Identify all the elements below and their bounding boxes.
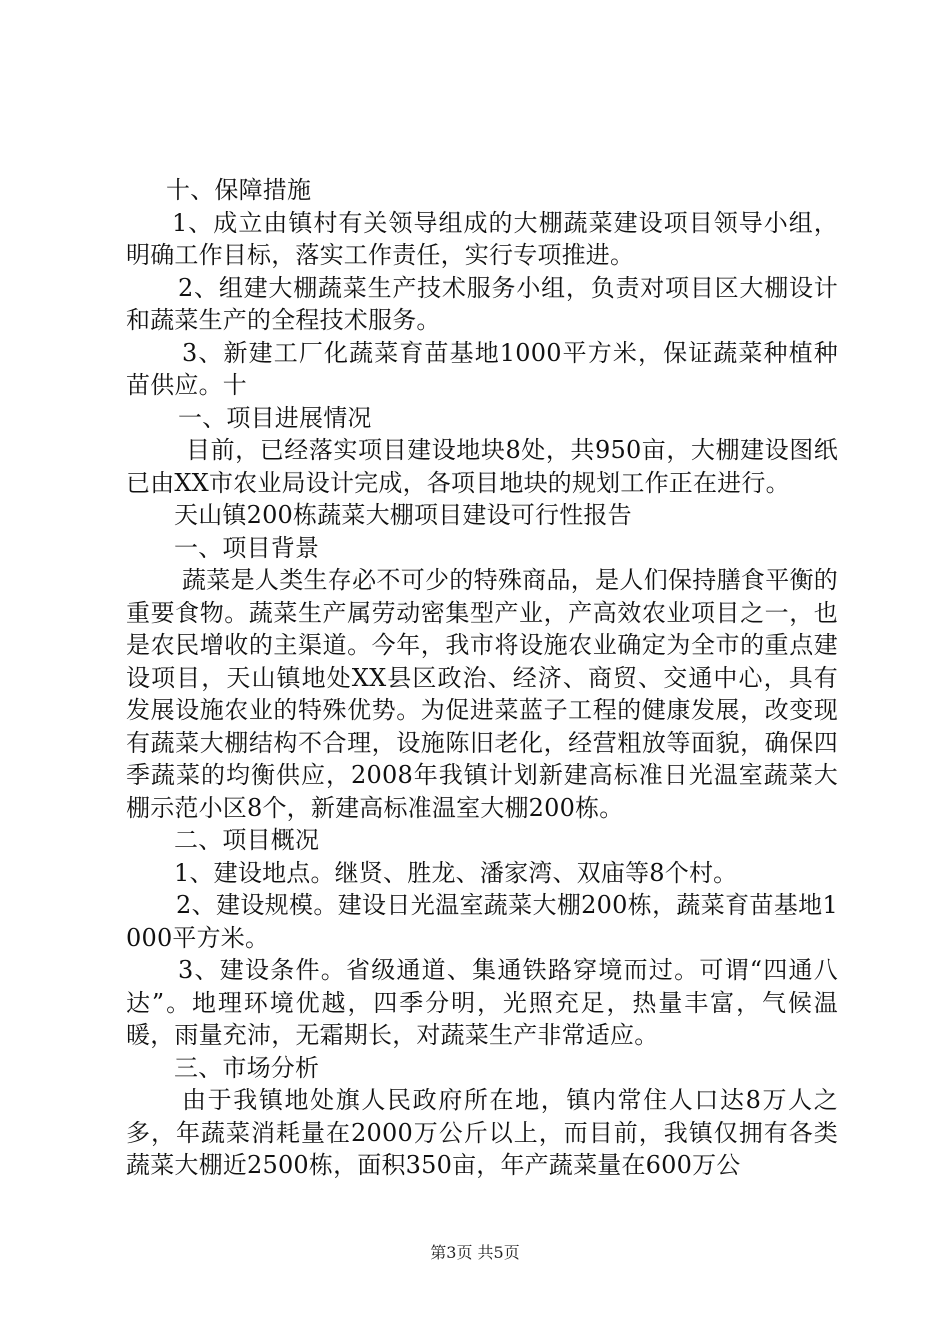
heading-overview: 二、项目概况: [174, 826, 320, 854]
heading-background: 一、项目背景: [174, 533, 320, 562]
paragraph-progress: 目前，已经落实项目建设地块8处，共950亩，大棚建设图纸已由XX市农业局设计完成，各项目地块的规划工作正在进行。: [126, 436, 838, 497]
heading-market: 三、市场分析: [174, 1053, 320, 1082]
paragraph-conditions: 3、建设条件。省级通道、集通铁路穿境而过。可谓“四通八达”。地理环境优越，四季分明，光照充足，热量丰富，气候温暖，雨量充沛，无霜期长，对蔬菜生产非常适应。: [126, 956, 838, 1049]
paragraph-market: 由于我镇地处旗人民政府所在地，镇内常住人口达8万人之多，年蔬菜消耗量在2000万公斤以上，而目前，我镇仅拥有各类蔬菜大棚近2500栋，面积350亩，年产蔬菜量在600万公: [126, 1086, 838, 1179]
document-body: [126, 174, 838, 1182]
page-number-footer: 第3页 共5页: [430, 1243, 520, 1262]
paragraph-location: 1、建设地点。继贤、胜龙、潘家湾、双庙等8个村。: [174, 858, 738, 887]
report-title: 天山镇200栋蔬菜大棚项目建设可行性报告: [174, 501, 632, 529]
paragraph-safeguard-2: 2、组建大棚蔬菜生产技术服务小组，负责对项目区大棚设计和蔬菜生产的全程技术服务。: [126, 273, 838, 334]
heading-progress: 一、项目进展情况: [178, 403, 372, 432]
paragraph-background: 蔬菜是人类生存必不可少的特殊商品，是人们保持膳食平衡的重要食物。蔬菜生产属劳动密集型产业，产高效农业项目之一，也是农民增收的主渠道。今年，我市将设施农业确定为全市的重点建设项目，天山镇地处XX县区政治、经济、商贸、交通中心，具有发展设施农业的特殊优势。为促进菜蓝子工程的健康发展，改变现有蔬菜大棚结构不合理，设施陈旧老化，经营粗放等面貌，确保四季蔬菜的均衡供应，2008年我镇计划新建高标准日光温室蔬菜大棚示范小区8个，新建高标准温室大棚200栋。: [126, 566, 838, 822]
paragraph-safeguard-1: 1、成立由镇村有关领导组成的大棚蔬菜建设项目领导小组，明确工作目标，落实工作责任，实行专项推进。: [126, 208, 838, 269]
heading-safeguards: 十、保障措施: [166, 176, 312, 204]
paragraph-scale: 2、建设规模。建设日光温室蔬菜大棚200栋，蔬菜育苗基地1000平方米。: [126, 891, 838, 952]
paragraph-safeguard-3: 3、新建工厂化蔬菜育苗基地1000平方米，保证蔬菜种植种苗供应。十: [126, 338, 838, 399]
